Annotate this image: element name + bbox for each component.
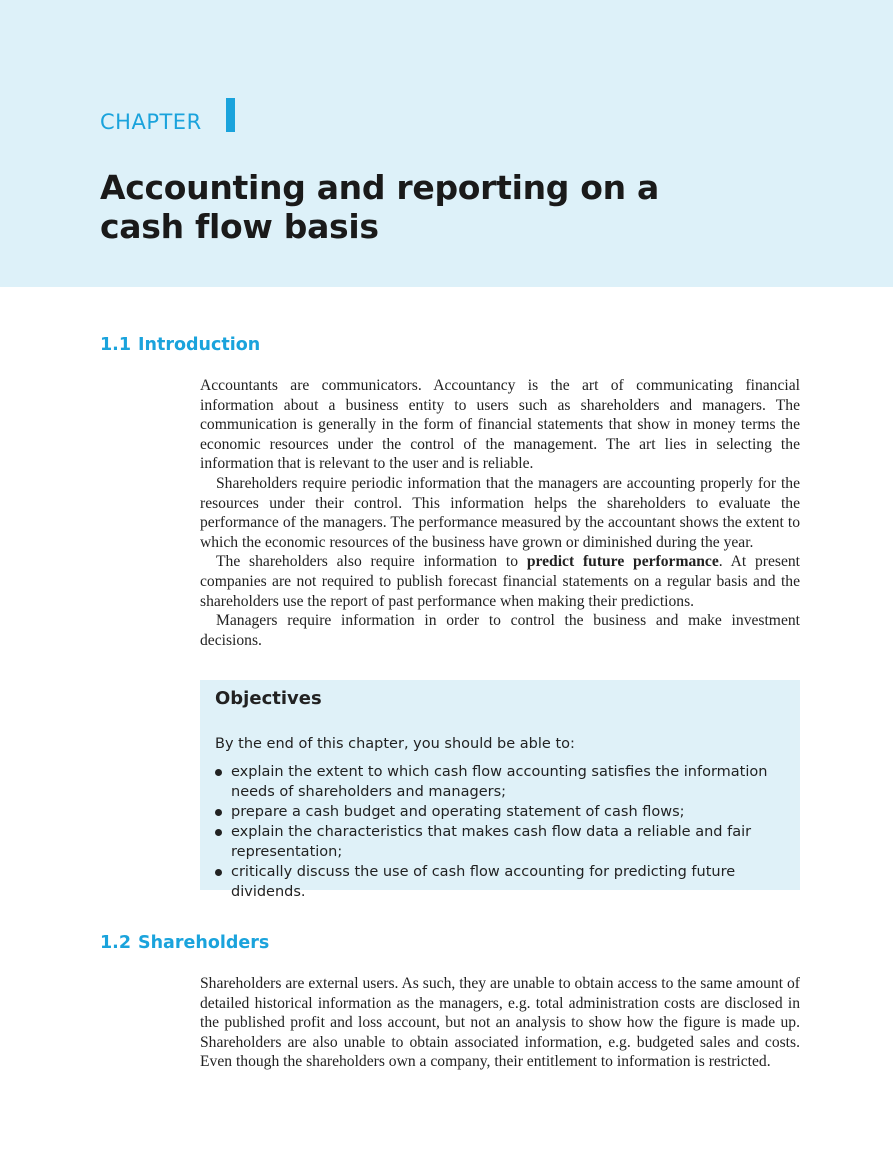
item-text: explain the extent to which cash flow accounting satisfies the information needs of shareholders and managers; — [231, 764, 768, 800]
objectives-lead: By the end of this chapter, you should be able to: — [215, 736, 575, 752]
title-line-2: cash flow basis — [100, 207, 379, 246]
list-item — [215, 802, 785, 822]
paragraph: Managers require information in order to control the business and make investment decisions. — [200, 612, 800, 649]
item-text: critically discuss the use of cash flow accounting for predicting future dividends. — [231, 864, 736, 900]
paragraph: Shareholders are external users. As such, they are unable to obtain access to the same amount of detailed historical information as the managers, e.g. total administration costs are disclosed in the published profit and loss account, but not an analysis to show how the figure is made up. Shareholders are also unable to obtain associated information, e.g. budgeted sales and costs. Even though the shareholders own a company, their entitlement to information is restricted. — [200, 975, 800, 1071]
list-item — [215, 822, 785, 862]
paragraph: Shareholders require periodic information that the managers are accounting properly for the resources under their control. This information helps the shareholders to evaluate the performance of the managers. The performance measured by the accountant shows the extent to which the economic resources of the business have grown or diminished during the year. — [200, 474, 800, 551]
list-item — [215, 862, 785, 902]
bullet-icon — [215, 869, 222, 876]
section-heading-introduction — [100, 335, 260, 355]
section-number: 1.1 — [100, 335, 132, 355]
item-text: prepare a cash budget and operating statement of cash flows; — [231, 804, 685, 820]
list-item — [215, 762, 785, 802]
text: . At present companies are not required to publish forecast financial statements on a regular basis and the shareholders use the report of past performance when making their predictions. — [200, 553, 801, 610]
title-line-1: Accounting and reporting on a — [100, 168, 660, 207]
paragraph — [200, 552, 800, 611]
emphasis: predict future performance — [526, 553, 719, 571]
section-heading-shareholders — [100, 933, 269, 953]
text: The shareholders also require information to — [216, 553, 527, 571]
item-text: explain the characteristics that makes cash flow data a reliable and fair representation; — [231, 824, 752, 860]
shareholders-text — [200, 974, 800, 1072]
section-title: Introduction — [138, 335, 261, 355]
section-title: Shareholders — [138, 933, 270, 953]
objectives-list — [215, 762, 785, 902]
bullet-icon — [215, 829, 222, 836]
section-number: 1.2 — [100, 933, 132, 953]
objectives-title: Objectives — [215, 688, 322, 709]
bullet-icon — [215, 809, 222, 816]
objectives-box — [200, 680, 800, 900]
bullet-icon — [215, 769, 222, 776]
chapter-number — [226, 98, 235, 132]
introduction-text — [200, 376, 800, 650]
chapter-label: CHAPTER — [100, 110, 202, 134]
chapter-title — [100, 168, 659, 246]
paragraph: Accountants are communicators. Accountancy is the art of communicating financial information about a business entity to users such as shareholders and managers. The communication is generally in the form of financial statements that show in money terms the economic resources under the control of the management. The art lies in selecting the information that is relevant to the user and is reliable. — [200, 377, 800, 473]
